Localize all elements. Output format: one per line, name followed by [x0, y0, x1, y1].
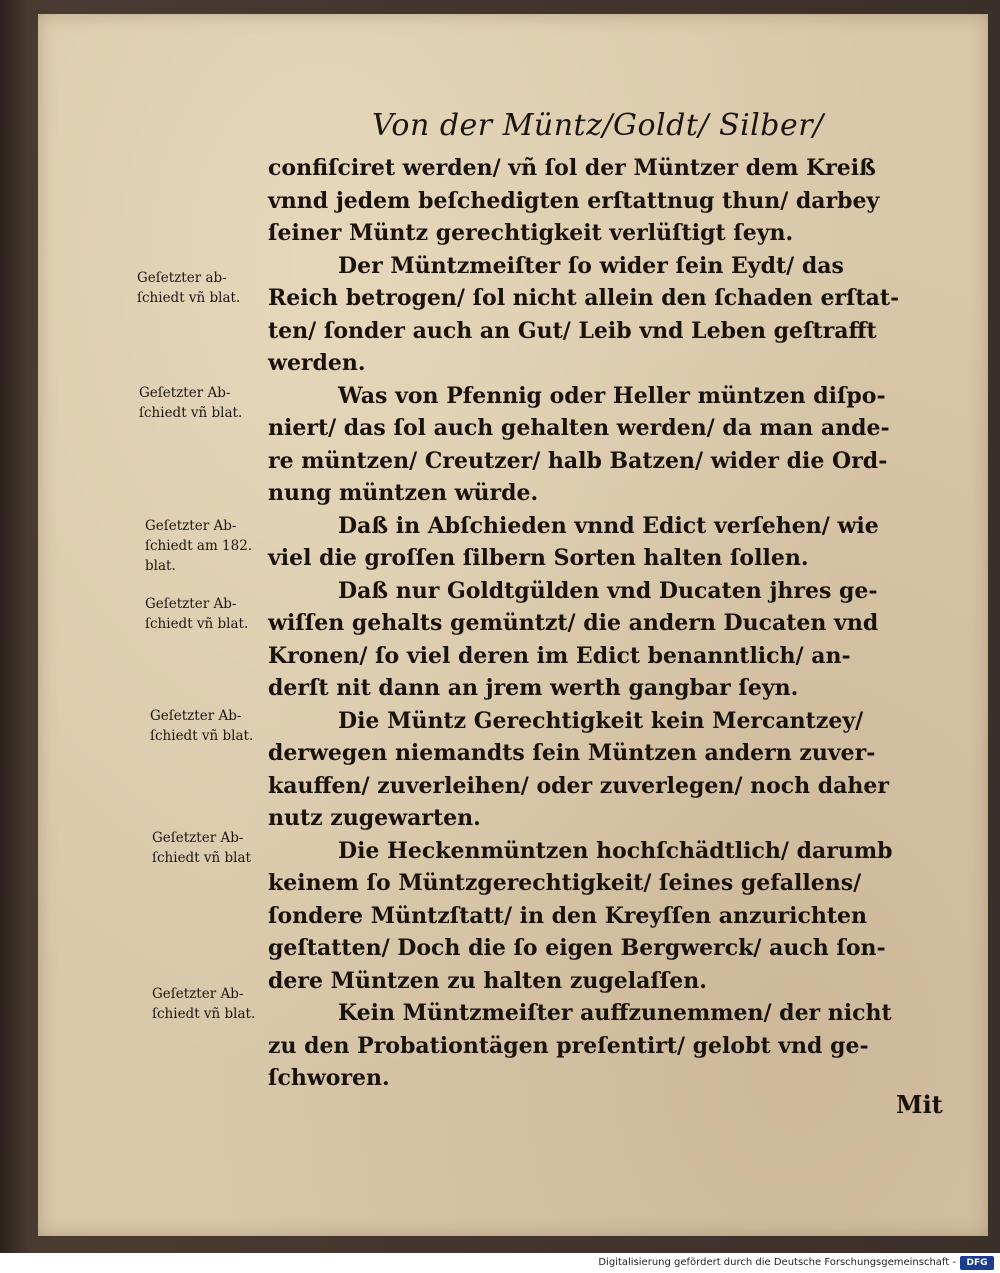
text-line: ten/ ſonder auch an Gut/ Leib vnd Leben geſtrafft: [268, 317, 877, 344]
text-line: zu den Probationtägen preſentirt/ gelobt vnd ge-: [268, 1032, 869, 1059]
margin-note-line: ſchiedt vñ blat.: [145, 616, 249, 632]
margin-note-line: ſchiedt am 182.: [145, 538, 253, 554]
catchword: Mit: [896, 1090, 943, 1119]
margin-note-line: ſchiedt vñ blat.: [150, 728, 254, 744]
margin-note-line: blat.: [145, 558, 176, 574]
text-line: derwegen niemandts ſein Müntzen andern zuver-: [268, 740, 876, 766]
text-line: Reich betrogen/ ſol nicht allein den ſchaden erſtat-: [268, 285, 900, 311]
margin-note-line: Geſetzter Ab-: [152, 830, 244, 846]
margin-note-line: Geſetzter Ab-: [145, 596, 237, 612]
margin-note: [137, 268, 287, 308]
text-line: Der Müntzmeiſter ſo wider ſein Eydt/ das: [338, 252, 844, 279]
text-line: wiſſen gehalts gemüntzt/ die andern Ducaten vnd: [268, 610, 879, 636]
text-line: ſeiner Müntz gerechtigkeit verlüſtigt ſeyn.: [268, 220, 794, 246]
footer-credit: Digitalisierung gefördert durch die Deutsche Forschungsgemeinschaft -: [598, 1257, 956, 1268]
dfg-logo-icon[interactable]: DFG: [960, 1256, 994, 1270]
margin-note-line: Geſetzter Ab-: [150, 708, 242, 724]
text-line: re müntzen/ Creutzer/ halb Batzen/ wider die Ord-: [268, 447, 888, 474]
text-line: Kronen/ ſo viel deren im Edict benanntlich/ an-: [268, 642, 851, 669]
text-line: viel die groſſen ſilbern Sorten halten ſollen.: [268, 545, 809, 571]
running-head: Von der Müntz/Goldt/ Silber/: [372, 108, 824, 143]
margin-note-line: Geſetzter ab-: [137, 270, 227, 286]
margin-note: [145, 516, 295, 576]
margin-note: [152, 984, 302, 1024]
margin-note-line: ſchiedt vñ blat.: [137, 290, 241, 306]
text-line: derſt nit dann an jrem werth gangbar ſeyn.: [268, 675, 799, 701]
margin-note: [150, 706, 300, 746]
text-line: geſtatten/ Doch die ſo eigen Bergwerck/ auch ſon-: [268, 935, 886, 961]
margin-note-line: ſchiedt vñ blat.: [139, 405, 243, 421]
text-line: werden.: [268, 350, 366, 376]
text-line: keinem ſo Müntzgerechtigkeit/ ſeines gefallens/: [268, 870, 862, 896]
text-line: Kein Müntzmeiſter auffzunemmen/ der nicht: [338, 1000, 892, 1026]
margin-note: [152, 828, 302, 868]
text-line: nutz zugewarten.: [268, 805, 481, 831]
margin-note: [139, 383, 289, 423]
text-line: vnnd jedem beſchedigten erſtattnug thun/ darbey: [268, 187, 880, 214]
margin-note-line: Geſetzter Ab-: [139, 385, 231, 401]
text-line: ſondere Müntzſtatt/ in den Kreyſſen anzurichten: [268, 902, 868, 929]
text-line: Daß nur Goldtgülden vnd Ducaten jhres ge-: [338, 577, 878, 604]
text-line: Daß in Abſchieden vnnd Edict verſehen/ wie: [338, 512, 879, 539]
margin-note-line: ſchiedt vñ blat.: [152, 1006, 256, 1022]
margin-note-line: Geſetzter Ab-: [152, 986, 244, 1002]
text-line: ſchworen.: [268, 1065, 390, 1091]
text-line: niert/ das ſol auch gehalten werden/ da man ande-: [268, 415, 890, 441]
text-line: dere Müntzen zu halten zugelaſſen.: [268, 967, 707, 994]
text-line: confiſciret werden/ vñ ſol der Müntzer dem Kreiß: [268, 155, 876, 181]
text-line: nung müntzen würde.: [268, 480, 539, 506]
body-text: [268, 152, 968, 1095]
margin-note-line: Geſetzter Ab-: [145, 518, 237, 534]
text-line: kauffen/ zuverleihen/ oder zuverlegen/ noch daher: [268, 772, 890, 799]
text-line: Die Heckenmüntzen hochſchädtlich/ darumb: [338, 837, 893, 864]
text-line: Die Müntz Gerechtigkeit kein Mercantzey/: [338, 707, 864, 734]
footer-bar: [0, 1253, 1000, 1273]
margin-note-line: ſchiedt vñ blat: [152, 850, 251, 866]
text-line: Was von Pfennig oder Heller müntzen diſpo-: [338, 382, 886, 409]
margin-note: [145, 594, 295, 634]
